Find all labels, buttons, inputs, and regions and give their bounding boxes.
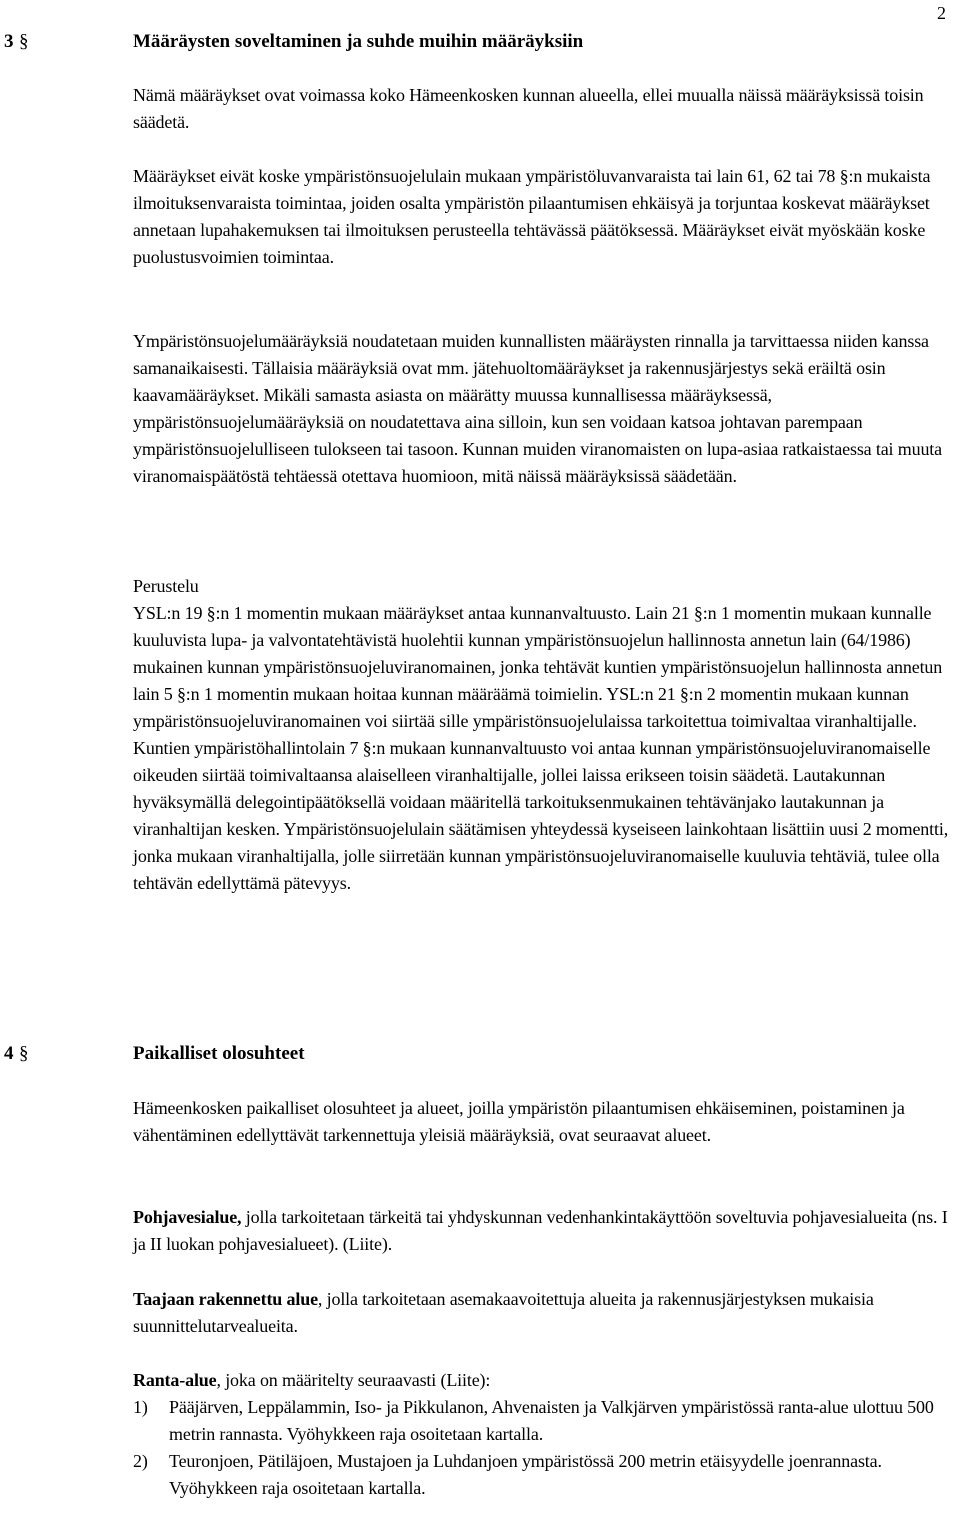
section-4-intro	[133, 1095, 959, 1149]
perustelu-text: YSL:n 19 §:n 1 momentin mukaan määräykset antaa kunnanvaltuusto. Lain 21 §:n 1 momentin mukaan kunnalle kuuluvista lupa- ja valvontatehtävistä huolehtii kunnan ympäristönsuojelun hallinnosta annetun lain (64/1986) mukainen kunnan ympäristönsuojeluviranomainen, jonka tehtävät kuntien ympäristönsuojelun hallinnosta annetun lain 5 §:n 1 momentin mukaan hoitaa kunnan määräämä toimielin. YSL:n 21 §:n 2 momentin mukaan kunnan ympäristönsuojeluviranomainen voi siirtää sille ympäristönsuojelulaissa tarkoitettua toimivaltaa viranhaltijalle. Kuntien ympäristöhallintolain 7 §:n mukaan kunnanvaltuusto voi antaa kunnan ympäristönsuojeluviranomaiselle oikeuden siirtää toimivaltaansa alaiselleen viranhaltijalle, jollei laissa erikseen toisin säädetä. Lautakunnan hyväksymällä delegointipäätöksellä voidaan määritellä tarkoituksenmukainen tehtävänjako lautakunnan ja viranhaltijan kesken. Ympäristönsuojelulain säätämisen yhteydessä kyseiseen lainkohtaan lisättiin uusi 2 momentti, jonka mukaan viranhaltijalla, jolle siirretään kunnan ympäristönsuojeluviranomaiselle kuuluvia tehtäviä, tulee olla tehtävän edellyttämä pätevyys.	[133, 603, 949, 893]
pohjavesialue-definition	[133, 1204, 959, 1258]
ranta-alue-definition	[133, 1367, 959, 1502]
section-title: Määräysten soveltaminen ja suhde muihin määräyksiin	[133, 31, 584, 52]
term: Ranta-alue	[133, 1370, 217, 1390]
term: Taajaan rakennettu alue	[133, 1289, 318, 1309]
perustelu-label: Perustelu	[133, 576, 199, 596]
list-item	[133, 1448, 959, 1502]
paragraph-text: Ympäristönsuojelumääräyksiä noudatetaan muiden kunnallisten määräysten rinnalla ja tarvittaessa niiden kanssa samanaikaisesti. Tällaisia määräyksiä ovat mm. jätehuoltomääräykset ja rakennusjärjestys sekä eräiltä osin kaavamääräykset. Mikäli samasta asiasta on määrätty muussa kunnallisessa määräyksessä, ympäristönsuojelumääräyksiä on noudatettava aina silloin, kun sen voidaan katsoa johtavan parempaan ympäristönsuojelulliseen tulokseen tai tasoon. Kunnan muiden viranomaisten on lupa-asiaa ratkaistaessa tai muuta viranomaispäätöstä tehtäessä otettava huomioon, mitä näissä määräyksissä säädetään.	[133, 331, 942, 486]
list-marker: 1)	[133, 1397, 148, 1417]
section-number: 3	[4, 31, 14, 52]
section-3-paragraph-3	[133, 328, 959, 490]
paragraph-sign: §	[19, 1043, 29, 1064]
page-number: 2	[937, 3, 946, 23]
paragraph-text: Määräykset eivät koske ympäristönsuojelulain mukaan ympäristöluvanvaraista tai lain 61, 62 tai 78 §:n mukaista ilmoituksenvaraista toimintaa, joiden osalta ympäristön pilaantumisen ehkäisyä ja torjuntaa koskevat määräykset annetaan lupahakemuksen tai ilmoituksen perusteella tehtävässä päätöksessä. Määräykset eivät myöskään koske puolustusvoimien toimintaa.	[133, 166, 931, 267]
list-item	[133, 1394, 959, 1448]
list-item-text: Pääjärven, Leppälammin, Iso- ja Pikkulanon, Ahvenaisten ja Valkjärven ympäristössä ranta-alue ulottuu 500 metrin rannasta. Vyöhykkeen raja osoitetaan kartalla.	[169, 1397, 934, 1444]
definition-text: , joka on määritelty seuraavasti (Liite):	[216, 1370, 491, 1390]
definition-text: , jolla tarkoitetaan asemakaavoitettuja alueita ja rakennusjärjestyksen mukaisia suunnittelutarvealueita.	[133, 1289, 874, 1336]
section-title: Paikalliset olosuhteet	[133, 1043, 305, 1064]
paragraph-text: Hämeenkosken paikalliset olosuhteet ja alueet, joilla ympäristön pilaantumisen ehkäiseminen, poistaminen ja vähentäminen edellyttävät tarkennettuja yleisiä määräyksiä, ovat seuraavat alueet.	[133, 1098, 905, 1145]
definition-text: jolla tarkoitetaan tärkeitä tai yhdyskunnan vedenhankintakäyttöön soveltuvia pohjavesialueita (ns. I ja II luokan pohjavesialueet). (Liite).	[133, 1207, 948, 1254]
list-item-text: Teuronjoen, Pätiläjoen, Mustajoen ja Luhdanjoen ympäristössä 200 metrin etäisyydelle joenrannasta. Vyöhykkeen raja osoitetaan kartalla.	[169, 1451, 882, 1498]
section-number: 4	[4, 1043, 14, 1064]
section-3-paragraph-1	[133, 82, 959, 136]
paragraph-sign: §	[19, 31, 29, 52]
paragraph-text: Nämä määräykset ovat voimassa koko Hämeenkosken kunnan alueella, ellei muualla näissä määräyksissä toisin säädetä.	[133, 85, 924, 132]
list-marker: 2)	[133, 1451, 148, 1471]
term: Pohjavesialue,	[133, 1207, 242, 1227]
perustelu-block	[133, 573, 959, 897]
section-3-paragraph-2	[133, 163, 959, 271]
taajama-definition	[133, 1286, 959, 1340]
